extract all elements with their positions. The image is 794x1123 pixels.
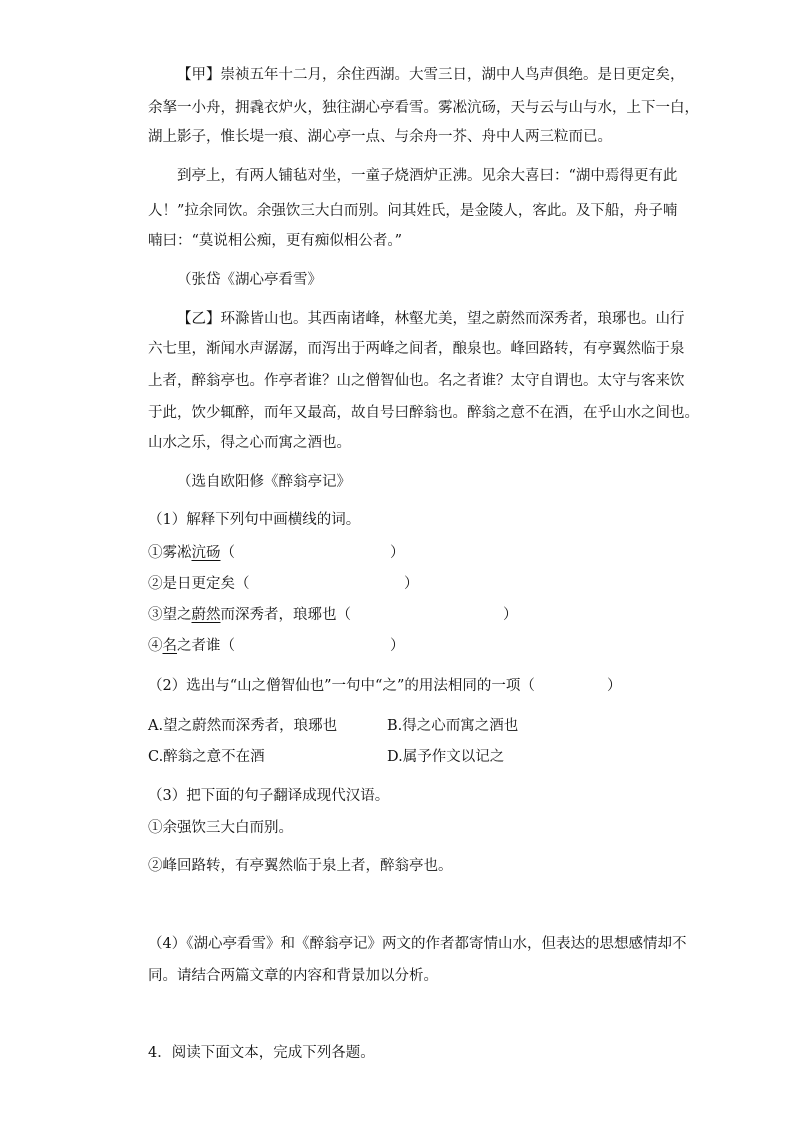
q1-item-1-post: （ xyxy=(220,545,235,561)
passage-yi-line-3: 上者，醉翁亭也。作亭者谁？山之僧智仙也。名之者谁？太守自谓也。太守与客来饮 xyxy=(148,373,685,389)
q3-item-1: ①余强饮三大白而别。 xyxy=(148,820,293,836)
passage-jia-line-4: 到亭上，有两人铺毡对坐，一童子烧酒炉正沸。见余大喜曰：“湖中焉得更有此 xyxy=(177,168,678,184)
passage-jia-line-3: 湖上影子，惟长堤一痕、湖心亭一点、与余舟一芥、舟中人两三粒而已。 xyxy=(148,129,612,145)
q1-item-3-answer-close: ） xyxy=(503,607,518,623)
q2-option-d: D.属予作文以记之 xyxy=(387,749,505,765)
q1-item-4 xyxy=(148,636,235,656)
passage-yi-line-4: 于此，饮少辄醉，而年又最高，故自号曰醉翁也。醉翁之意不在酒，在乎山水之间也。 xyxy=(148,405,699,421)
passage-jia-line-5: 人！”拉余同饮。余强饮三大白而别。问其姓氏，是金陵人，客此。及下船，舟子喃 xyxy=(148,203,678,219)
q1-item-2-post: 矣（ xyxy=(220,576,250,592)
q2-option-c: C.醉翁之意不在酒 xyxy=(148,749,265,765)
q1-item-4-answer-close: ） xyxy=(390,638,405,654)
passage-yi-source: （选自欧阳修《醉翁亭记》 xyxy=(177,474,351,490)
q1-item-1-word: 沆砀 xyxy=(191,545,221,561)
q1-item-2 xyxy=(148,574,250,594)
q2-option-b: B.得之心而寓之酒也 xyxy=(387,718,519,734)
q2-stem: （2）选出与“山之僧智仙也”一句中“之”的用法相同的一项（ xyxy=(148,678,535,694)
next-question-heading: 4．阅读下面文本，完成下列各题。 xyxy=(148,1045,375,1061)
q1-item-4-pre: ④ xyxy=(148,638,163,654)
passage-yi-line-1: 【乙】环滁皆山也。其西南诸峰，林壑尤美，望之蔚然而深秀者，琅琊也。山行 xyxy=(177,311,685,327)
q1-item-1-pre: ①雾凇 xyxy=(148,545,192,561)
q4-line-2: 同。请结合两篇文章的内容和背景加以分析。 xyxy=(148,968,438,984)
q1-item-3-word: 蔚然 xyxy=(191,607,221,623)
q1-item-2-answer-close: ） xyxy=(404,576,419,592)
q1-item-3 xyxy=(148,605,351,625)
q1-item-3-post: 而深秀者，琅琊也（ xyxy=(220,607,351,623)
q1-item-2-word: 更定 xyxy=(191,576,221,592)
q2-option-a: A.望之蔚然而深秀者，琅琊也 xyxy=(148,718,338,734)
q4-line-1: （4）《湖心亭看雪》和《醉翁亭记》两文的作者都寄情山水，但表达的思想感情却不 xyxy=(148,936,687,952)
passage-jia-source: （张岱《湖心亭看雪》 xyxy=(177,272,322,288)
passage-yi-line-2: 六七里，渐闻水声潺潺，而泻出于两峰之间者，酿泉也。峰回路转，有亭翼然临于泉 xyxy=(148,341,685,357)
q3-stem: （3）把下面的句子翻译成现代汉语。 xyxy=(148,788,390,804)
q1-item-1 xyxy=(148,543,235,563)
q2-stem-close: ） xyxy=(607,678,622,694)
q1-item-2-pre: ②是日 xyxy=(148,576,192,592)
q1-stem: （1）解释下列句中画横线的词。 xyxy=(148,512,361,528)
q1-item-4-word: 名 xyxy=(162,638,177,654)
passage-jia-line-2: 余拏一小舟，拥毳衣炉火，独往湖心亭看雪。雾凇沆砀，天与云与山与水，上下一白， xyxy=(148,100,699,116)
passage-yi-line-5: 山水之乐，得之心而寓之酒也。 xyxy=(148,435,351,451)
q1-item-1-answer-close: ） xyxy=(390,545,405,561)
q1-item-4-post: 之者谁（ xyxy=(177,638,235,654)
q1-item-3-pre: ③望之 xyxy=(148,607,192,623)
passage-jia-line-6: 喃曰：“莫说相公痴，更有痴似相公者。” xyxy=(148,233,403,249)
passage-jia-line-1: 【甲】崇祯五年十二月，余住西湖。大雪三日，湖中人鸟声俱绝。是日更定矣， xyxy=(177,67,685,83)
q3-item-2: ②峰回路转，有亭翼然临于泉上者，醉翁亭也。 xyxy=(148,858,453,874)
